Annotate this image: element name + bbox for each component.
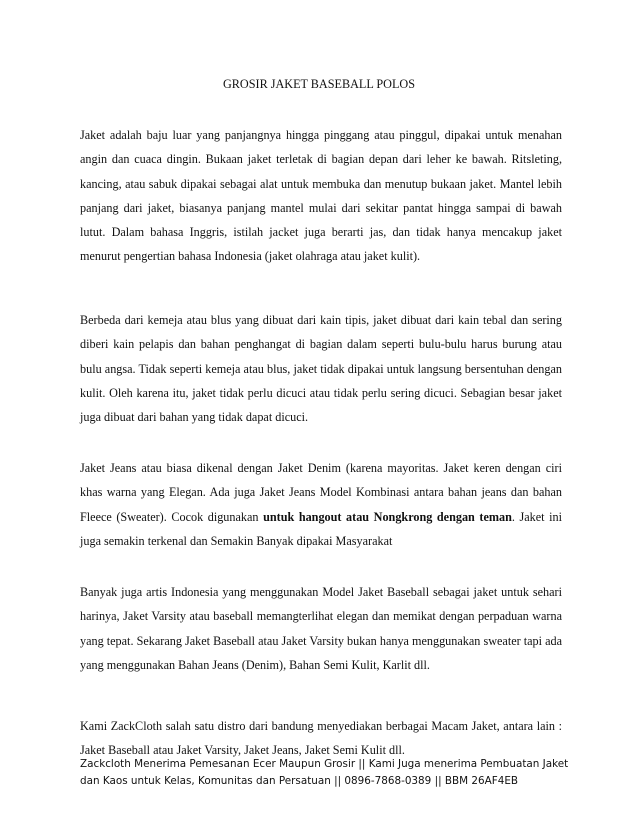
paragraph-zackcloth: Kami ZackCloth salah satu distro dari bandung menyediakan berbagai Macam Jaket, antara lain : Jaket Baseball atau Jaket Varsity, Jaket Jeans, Jaket Semi Kulit dll. <box>80 719 562 758</box>
paragraph-baseball: Banyak juga artis Indonesia yang menggunakan Model Jaket Baseball sebagai jaket untuk sehari harinya, Jaket Varsity atau baseball memangterlihat elegan dan memikat dengan perpaduan warna yang tepat. Sekarang Jaket Baseball atau Jaket Varsity bukan hanya menggunakan sweater tapi ada yang menggunakan Bahan Jeans (Denim), Bahan Semi Kulit, Karlit dll. <box>80 585 562 672</box>
document-title: GROSIR JAKET BASEBALL POLOS <box>223 77 415 91</box>
paragraph-jeans <box>80 456 562 553</box>
paragraph-definition: Jaket adalah baju luar yang panjangnya hingga pinggang atau pinggul, dipakai untuk menahan angin dan cuaca dingin. Bukaan jaket terletak di bagian depan dari leher ke bawah. Ritsleting, kancing, atau sabuk dipakai sebagai alat untuk membuka dan menutup bukaan jaket. Mantel lebih panjang dari jaket, biasanya panjang mantel mulai dari sekitar pantat hingga sampai di bawah lutut. Dalam bahasa Inggris, istilah jacket juga berarti jas, dan tidak hanya mencakup jaket menurut pengertian bahasa Indonesia (jaket olahraga atau jaket kulit). <box>80 128 562 264</box>
paragraph-jeans-bold: untuk hangout atau Nongkrong dengan teman <box>263 509 512 524</box>
paragraph-jeans-text-end: . Jaket ini juga semakin terkenal dan Semakin Banyak dipakai Masyarakat <box>80 509 562 548</box>
paragraph-jeans-text-start: Jaket Jeans atau biasa dikenal dengan Jaket Denim (karena mayoritas. Jaket keren dengan ciri khas warna yang Elegan. Ada juga Jaket Jeans Model Kombinasi antara bahan jeans dan bahan Fleece (Sweater). Cocok digunakan <box>80 461 562 524</box>
paragraph-comparison: Berbeda dari kemeja atau blus yang dibuat dari kain tipis, jaket dibuat dari kain tebal dan sering diberi kain pelapis dan bahan penghangat di bagian dalam seperti bulu-bulu harus burung atau bulu angsa. Tidak seperti kemeja atau blus, jaket tidak dipakai untuk langsung bersentuhan dengan kulit. Oleh karena itu, jaket tidak perlu dicuci atau tidak perlu sering dicuci. Sebagian besar jaket juga dibuat dari bahan yang tidak dapat dicuci. <box>80 313 562 425</box>
footer-contact: Zackcloth Menerima Pemesanan Ecer Maupun Grosir || Kami Juga menerima Pembuatan Jaket dan Kaos untuk Kelas, Komunitas dan Persatuan || 0896-7868-0389 || BBM 26AF4EB <box>80 758 569 787</box>
